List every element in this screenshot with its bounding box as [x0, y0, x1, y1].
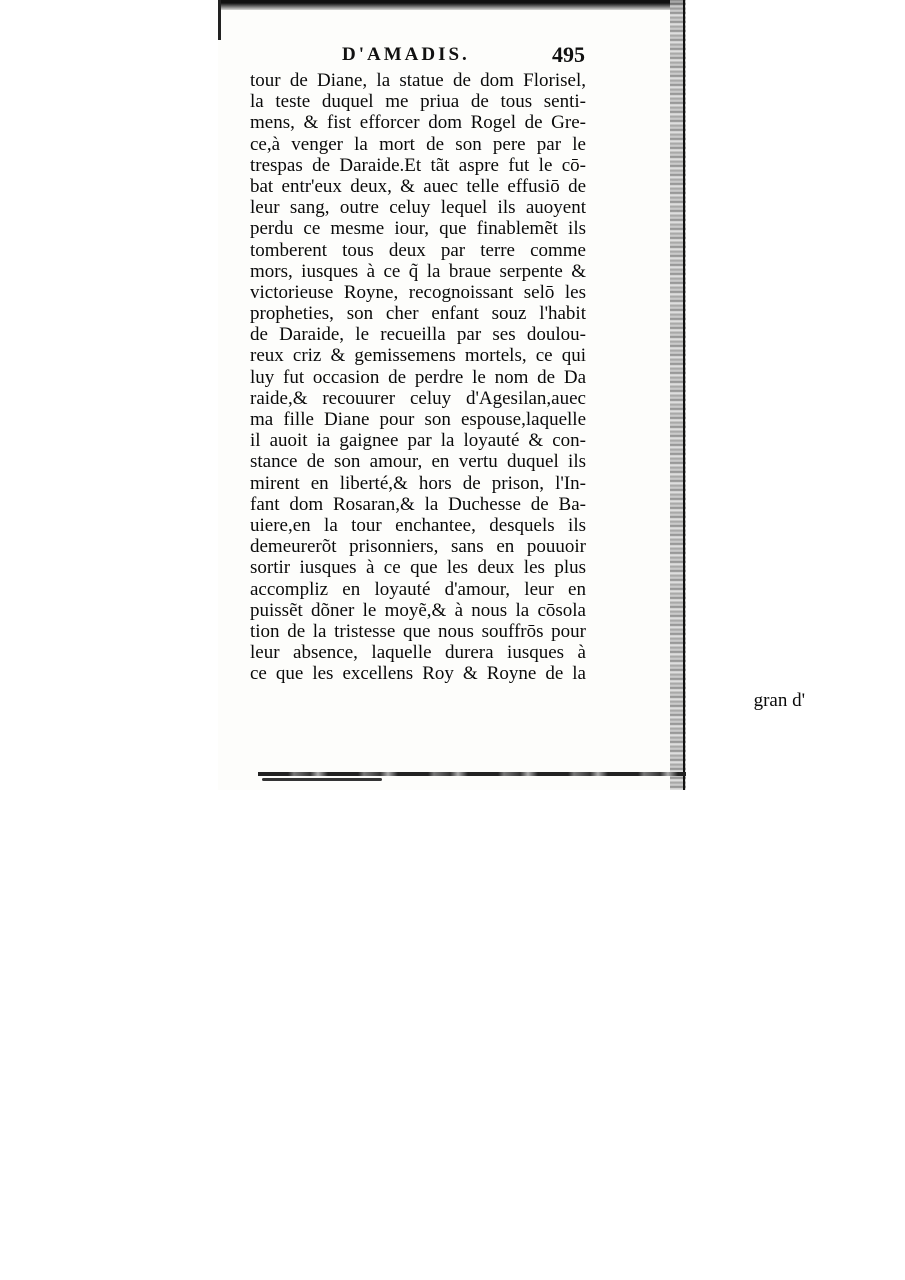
- page-top-edge: [218, 0, 684, 10]
- text-line: puissẽt dõner le moyẽ,& à nous la cōsola: [250, 599, 586, 621]
- page-right-rule: [683, 0, 685, 790]
- text-line: ma fille Diane pour son espouse,laquelle: [250, 409, 586, 430]
- text-line: leur absence, laquelle durera iusques à: [250, 642, 586, 664]
- page-left-edge: [218, 0, 221, 40]
- text-line: tour de Diane, la statue de dom Florisel,: [250, 70, 586, 91]
- catchword: gran d': [753, 690, 805, 711]
- page-number: 495: [552, 42, 585, 67]
- text-line: propheties, son cher enfant souz l'habit: [250, 303, 586, 325]
- text-line: tion de la tristesse que nous souffrōs pour: [250, 620, 586, 642]
- text-line: ce,à venger la mort de son pere par le: [250, 133, 586, 155]
- text-line: mens, & fist efforcer dom Rogel de Gre-: [250, 112, 586, 134]
- text-line: il auoit ia gaignee par la loyauté & con-: [250, 430, 586, 452]
- running-head: [250, 44, 585, 70]
- text-line: fant dom Rosaran,& la Duchesse de Ba-: [250, 493, 586, 515]
- text-line: de Daraide, le recueilla par ses doulou-: [250, 324, 586, 346]
- text-line: victorieuse Royne, recognoissant selō les: [250, 281, 586, 303]
- text-line: uiere,en la tour enchantee, desquels ils: [250, 514, 586, 536]
- text-line: stance de son amour, en vertu duquel ils: [250, 451, 586, 473]
- text-line: raide,& recouurer celuy d'Agesilan,auec: [250, 387, 586, 409]
- text-line: mors, iusques à ce q̃ la braue serpente &: [250, 260, 586, 282]
- body-text: [250, 70, 586, 684]
- text-line: accompliz en loyauté d'amour, leur en: [250, 578, 586, 600]
- text-line: trespas de Daraide.Et tãt aspre fut le cō-: [250, 154, 586, 176]
- text-line: perdu ce mesme iour, que finablemẽt ils: [250, 218, 586, 240]
- page-bottom-flourish: [262, 778, 382, 781]
- page-bottom-edge: [258, 772, 686, 776]
- text-line: demeurerõt prisonniers, sans en pouuoir: [250, 536, 586, 558]
- text-line: luy fut occasion de perdre le nom de Da: [250, 366, 586, 388]
- running-head-title: D'AMADIS.: [342, 44, 470, 65]
- text-line: sortir iusques à ce que les deux les plus: [250, 557, 586, 579]
- text-line: ce que les excellens Roy & Royne de la: [250, 663, 586, 685]
- text-line: la teste duquel me priua de tous senti-: [250, 91, 586, 113]
- text-line: leur sang, outre celuy lequel ils auoyent: [250, 197, 586, 219]
- text-line: reux criz & gemissemens mortels, ce qui: [250, 345, 586, 367]
- text-line: bat entr'eux deux, & auec telle effusiō de: [250, 175, 586, 197]
- text-line: tomberent tous deux par terre comme: [250, 239, 586, 261]
- text-line: mirent en liberté,& hors de prison, l'In-: [250, 472, 586, 494]
